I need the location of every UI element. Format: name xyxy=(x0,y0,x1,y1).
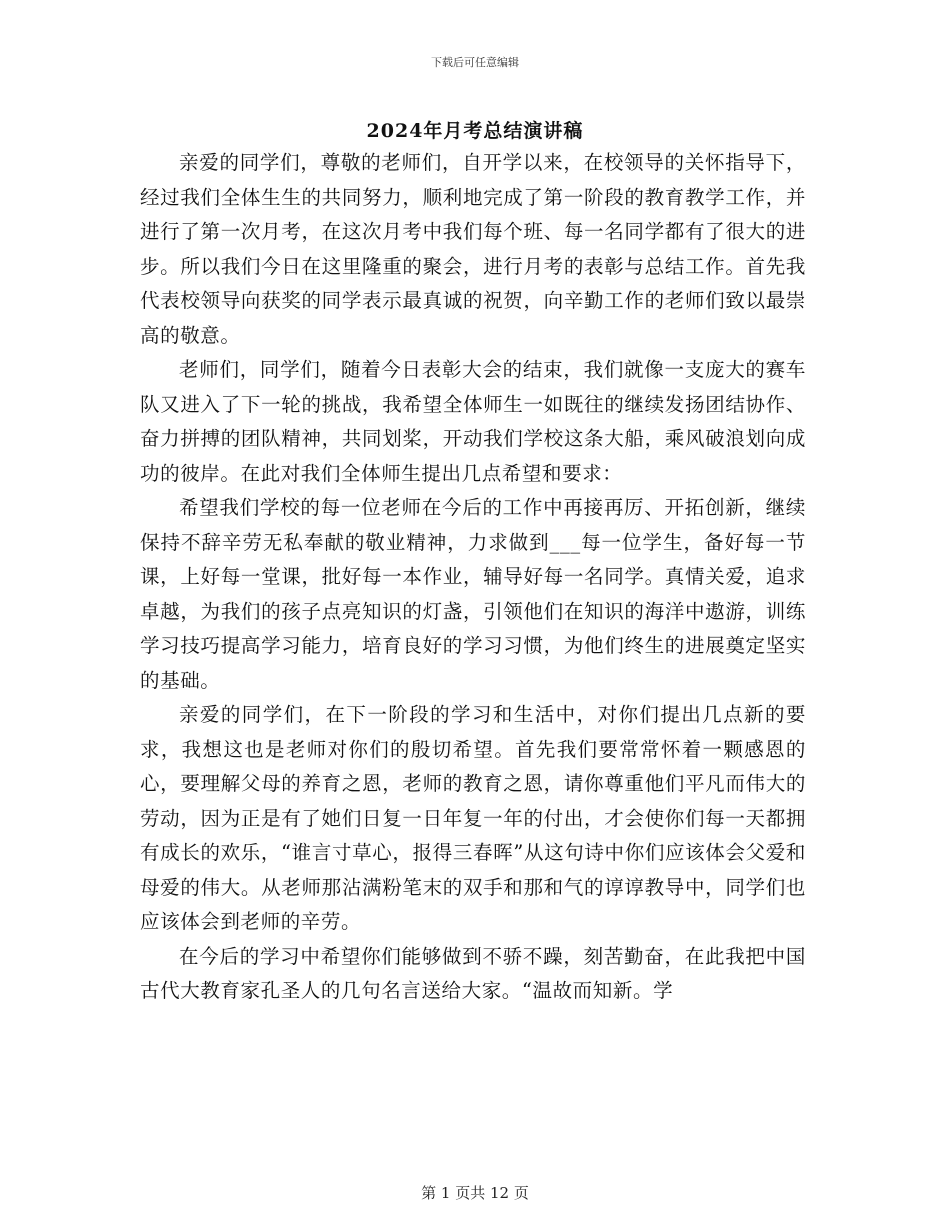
paragraph: 亲爱的同学们，尊敬的老师们，自开学以来，在校领导的关怀指导下，经过我们全体生生的共同努力，顺利地完成了第一阶段的教育教学工作，并进行了第一次月考，在这次月考中我们每个班、每一名同学都有了很大的进步。所以我们今日在这里隆重的聚会，进行月考的表彰与总结工作。首先我代表校领导向获奖的同学表示最真诚的祝贺，向辛勤工作的老师们致以最崇高的敬意。 xyxy=(140,151,806,347)
page-header-note: 下载后可任意编辑 xyxy=(431,56,519,69)
document-body xyxy=(140,146,806,1009)
paragraph: 亲爱的同学们，在下一阶段的学习和生活中，对你们提出几点新的要求，我想这也是老师对你们的殷切希望。首先我们要常常怀着一颗感恩的心，要理解父母的养育之恩，老师的教育之恩，请你尊重他们平凡而伟大的劳动，因为正是有了她们日复一日年复一年的付出，才会使你们每一天都拥有成长的欢乐，“谁言寸草心，报得三春晖”从这句诗中你们应该体会父爱和母爱的伟大。从老师那沾满粉笔末的双手和那和气的谆谆教导中，同学们也应该体会到老师的辛劳。 xyxy=(140,703,806,933)
paragraph: 在今后的学习中希望你们能够做到不骄不躁，刻苦勤奋，在此我把中国古代大教育家孔圣人的几句名言送给大家。“温故而知新。学 xyxy=(140,944,806,1002)
paragraph: 希望我们学校的每一位老师在今后的工作中再接再厉、开拓创新，继续保持不辞辛劳无私奉献的敬业精神，力求做到___每一位学生，备好每一节课，上好每一堂课，批好每一本作业，辅导好每一名同学。真情关爱，追求卓越，为我们的孩子点亮知识的灯盏，引领他们在知识的海洋中遨游，训练学习技巧提高学习能力，培育良好的学习习惯，为他们终生的进展奠定坚实的基础。 xyxy=(140,496,806,692)
page-footer-number: 第 1 页共 12 页 xyxy=(421,1184,529,1202)
document-title: 2024年月考总结演讲稿 xyxy=(366,120,584,142)
paragraph: 老师们，同学们，随着今日表彰大会的结束，我们就像一支庞大的赛车队又进入了下一轮的挑战，我希望全体师生一如既往的继续发扬团结协作、奋力拼搏的团队精神，共同划桨，开动我们学校这条大船，乘风破浪划向成功的彼岸。在此对我们全体师生提出几点希望和要求： xyxy=(140,358,806,485)
